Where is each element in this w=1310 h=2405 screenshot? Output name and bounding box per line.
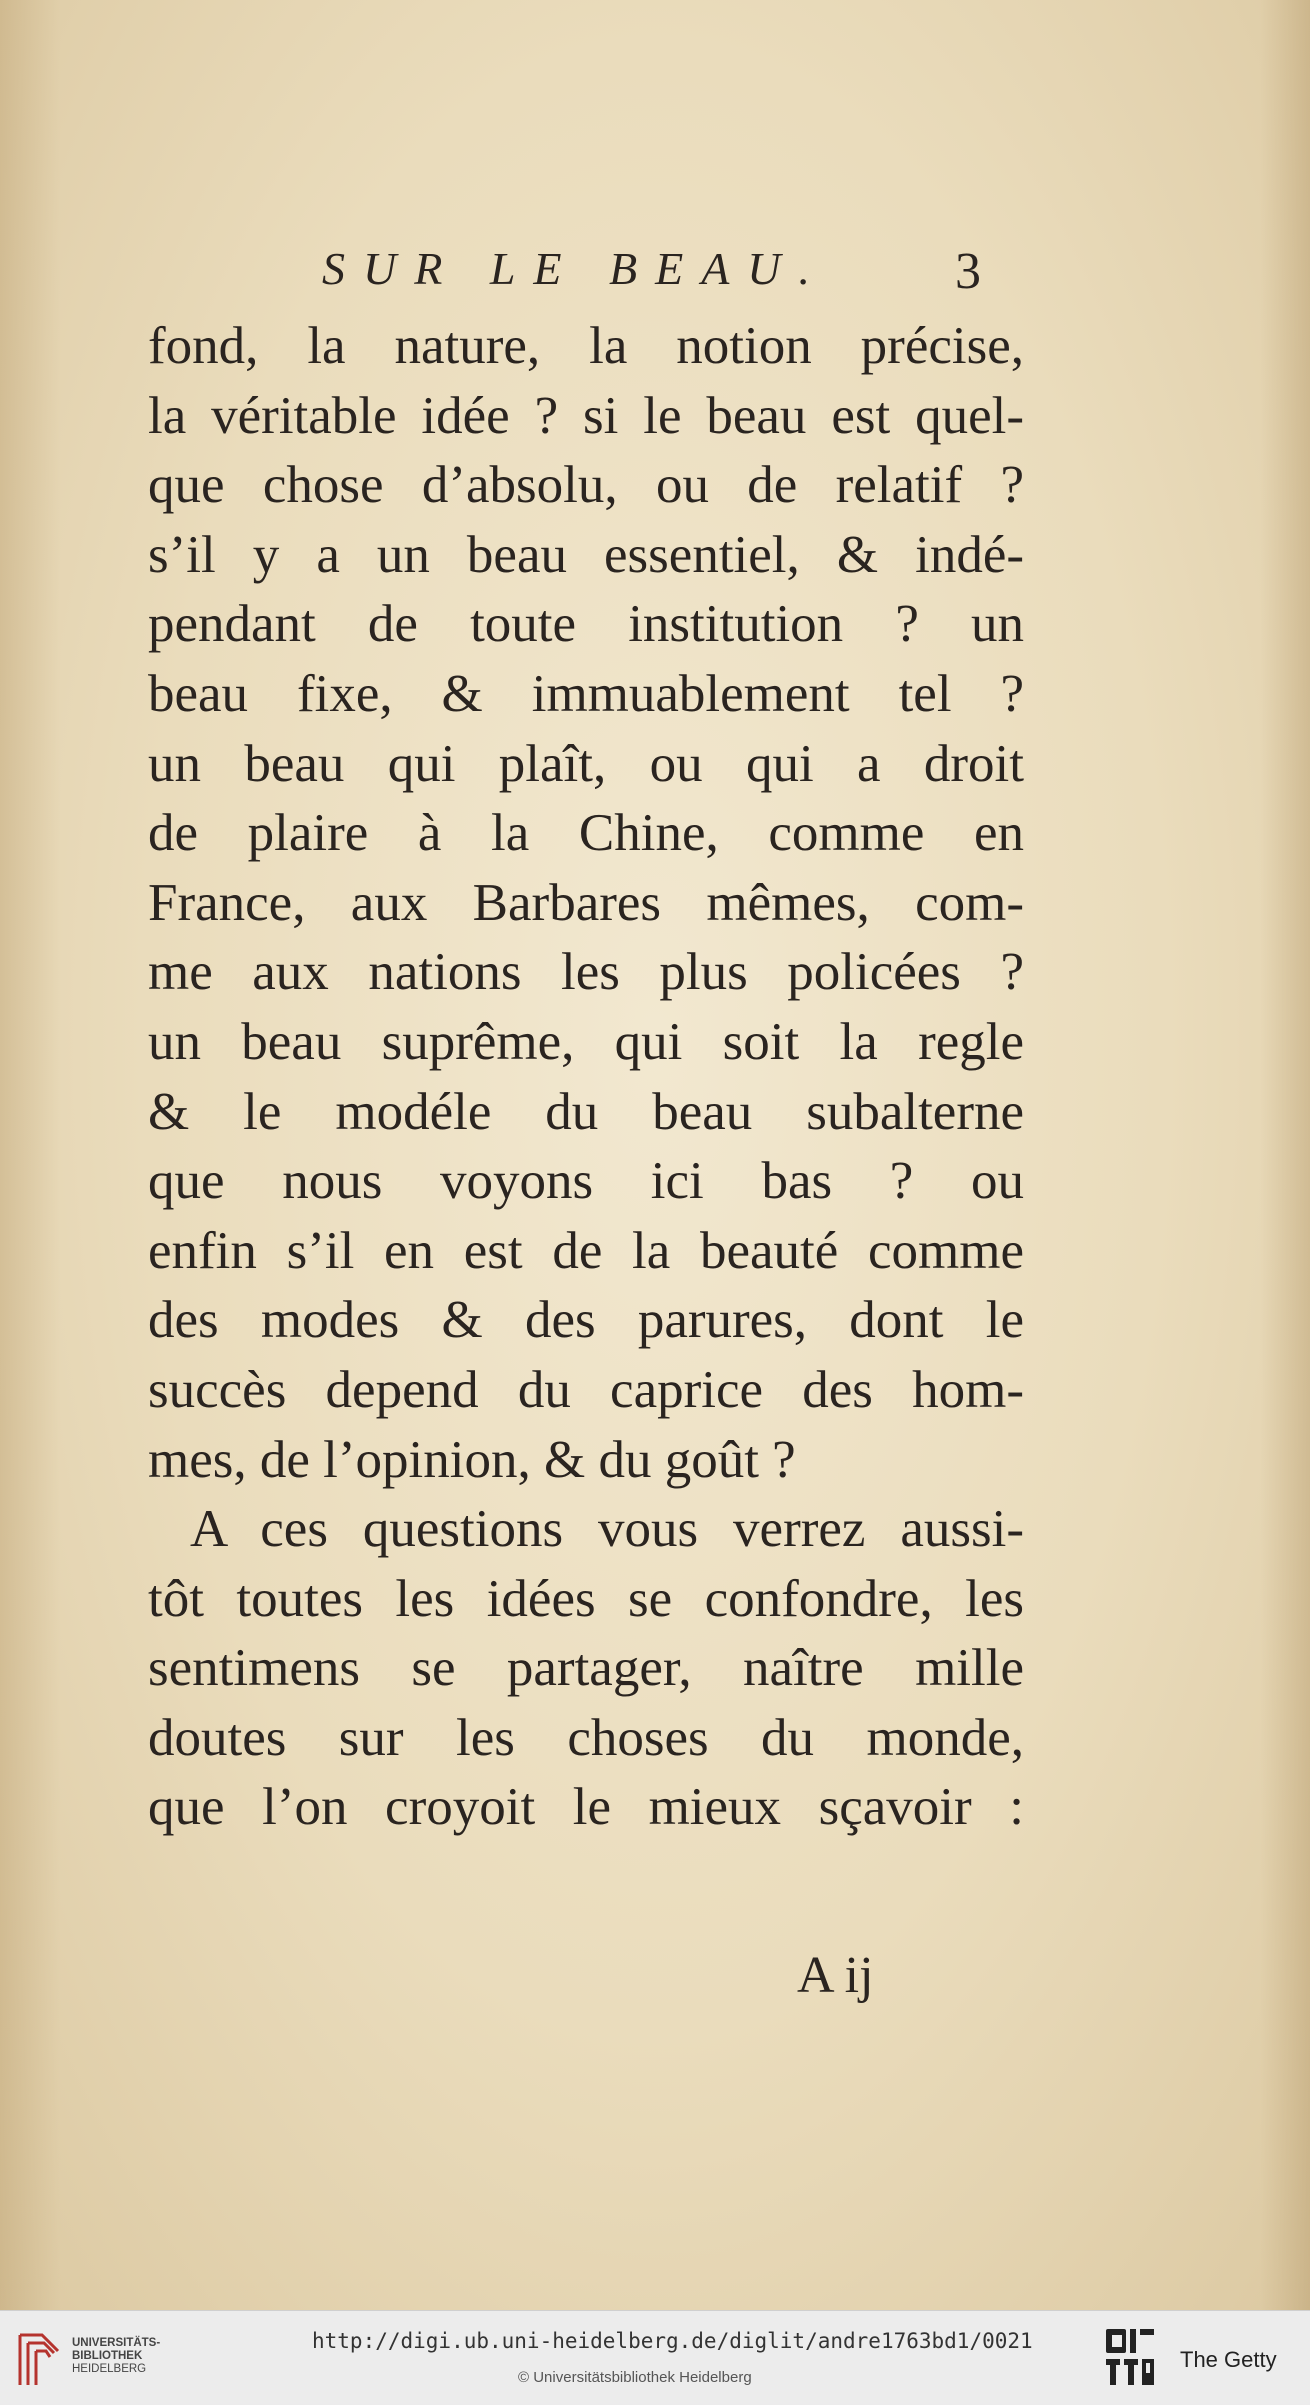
text-line: de plaire à la Chine, comme en xyxy=(148,804,1024,863)
text-line: succès depend du caprice des hom- xyxy=(148,1360,1024,1419)
getty-logo[interactable] xyxy=(1102,2327,1292,2391)
permalink-url[interactable]: http://digi.ub.uni-heidelberg.de/diglit/andre1763bd1/0021 xyxy=(312,2329,1033,2353)
library-logo[interactable] xyxy=(14,2327,174,2391)
text-line: un beau qui plaît, ou qui a droit xyxy=(148,734,1024,793)
text-line: sentimens se partager, naître mille xyxy=(148,1639,1024,1698)
library-logo-icon xyxy=(14,2327,64,2391)
text-line: & le modéle du beau subalterne xyxy=(148,1082,1024,1141)
copyright-notice: © Universitätsbibliothek Heidelberg xyxy=(518,2369,752,2386)
library-name: UNIVERSITÄTS- BIBLIOTHEK HEIDELBERG xyxy=(72,2337,161,2375)
text-line: un beau suprême, qui soit la regle xyxy=(148,1012,1024,1071)
partner-name: The Getty xyxy=(1180,2347,1277,2372)
text-line: que l’on croyoit le mieux sçavoir : xyxy=(148,1778,1024,1837)
page-number: 3 xyxy=(955,243,981,300)
getty-logo-icon xyxy=(1102,2327,1156,2387)
text-line: pendant de toute institution ? un xyxy=(148,595,1024,654)
text-line: beau fixe, & immuablement tel ? xyxy=(148,664,1024,723)
text-line: s’il y a un beau essentiel, & indé- xyxy=(148,525,1024,584)
text-line: mes, de l’opinion, & du goût ? xyxy=(148,1430,796,1489)
viewer-footer xyxy=(0,2310,1310,2405)
text-line: des modes & des parures, dont le xyxy=(148,1291,1024,1350)
text-line: fond, la nature, la notion précise, xyxy=(148,317,1024,375)
text-line: que chose d’absolu, ou de relatif ? xyxy=(148,456,1024,515)
text-line: tôt toutes les idées se confondre, les xyxy=(148,1569,1024,1628)
body-text xyxy=(148,312,1024,1843)
text-line: doutes sur les choses du monde, xyxy=(148,1708,1024,1767)
signature-mark: A ij xyxy=(797,1947,874,2004)
text-line: enfin s’il en est de la beauté comme xyxy=(148,1221,1024,1280)
text-line: me aux nations les plus policées ? xyxy=(148,943,1024,1002)
text-line: A ces questions vous verrez aussi- xyxy=(190,1500,1024,1559)
running-head: SUR LE BEAU. xyxy=(322,243,829,294)
text-line: que nous voyons ici bas ? ou xyxy=(148,1152,1024,1211)
text-line: la véritable idée ? si le beau est quel- xyxy=(148,386,1024,445)
text-line: France, aux Barbares mêmes, com- xyxy=(148,873,1024,932)
